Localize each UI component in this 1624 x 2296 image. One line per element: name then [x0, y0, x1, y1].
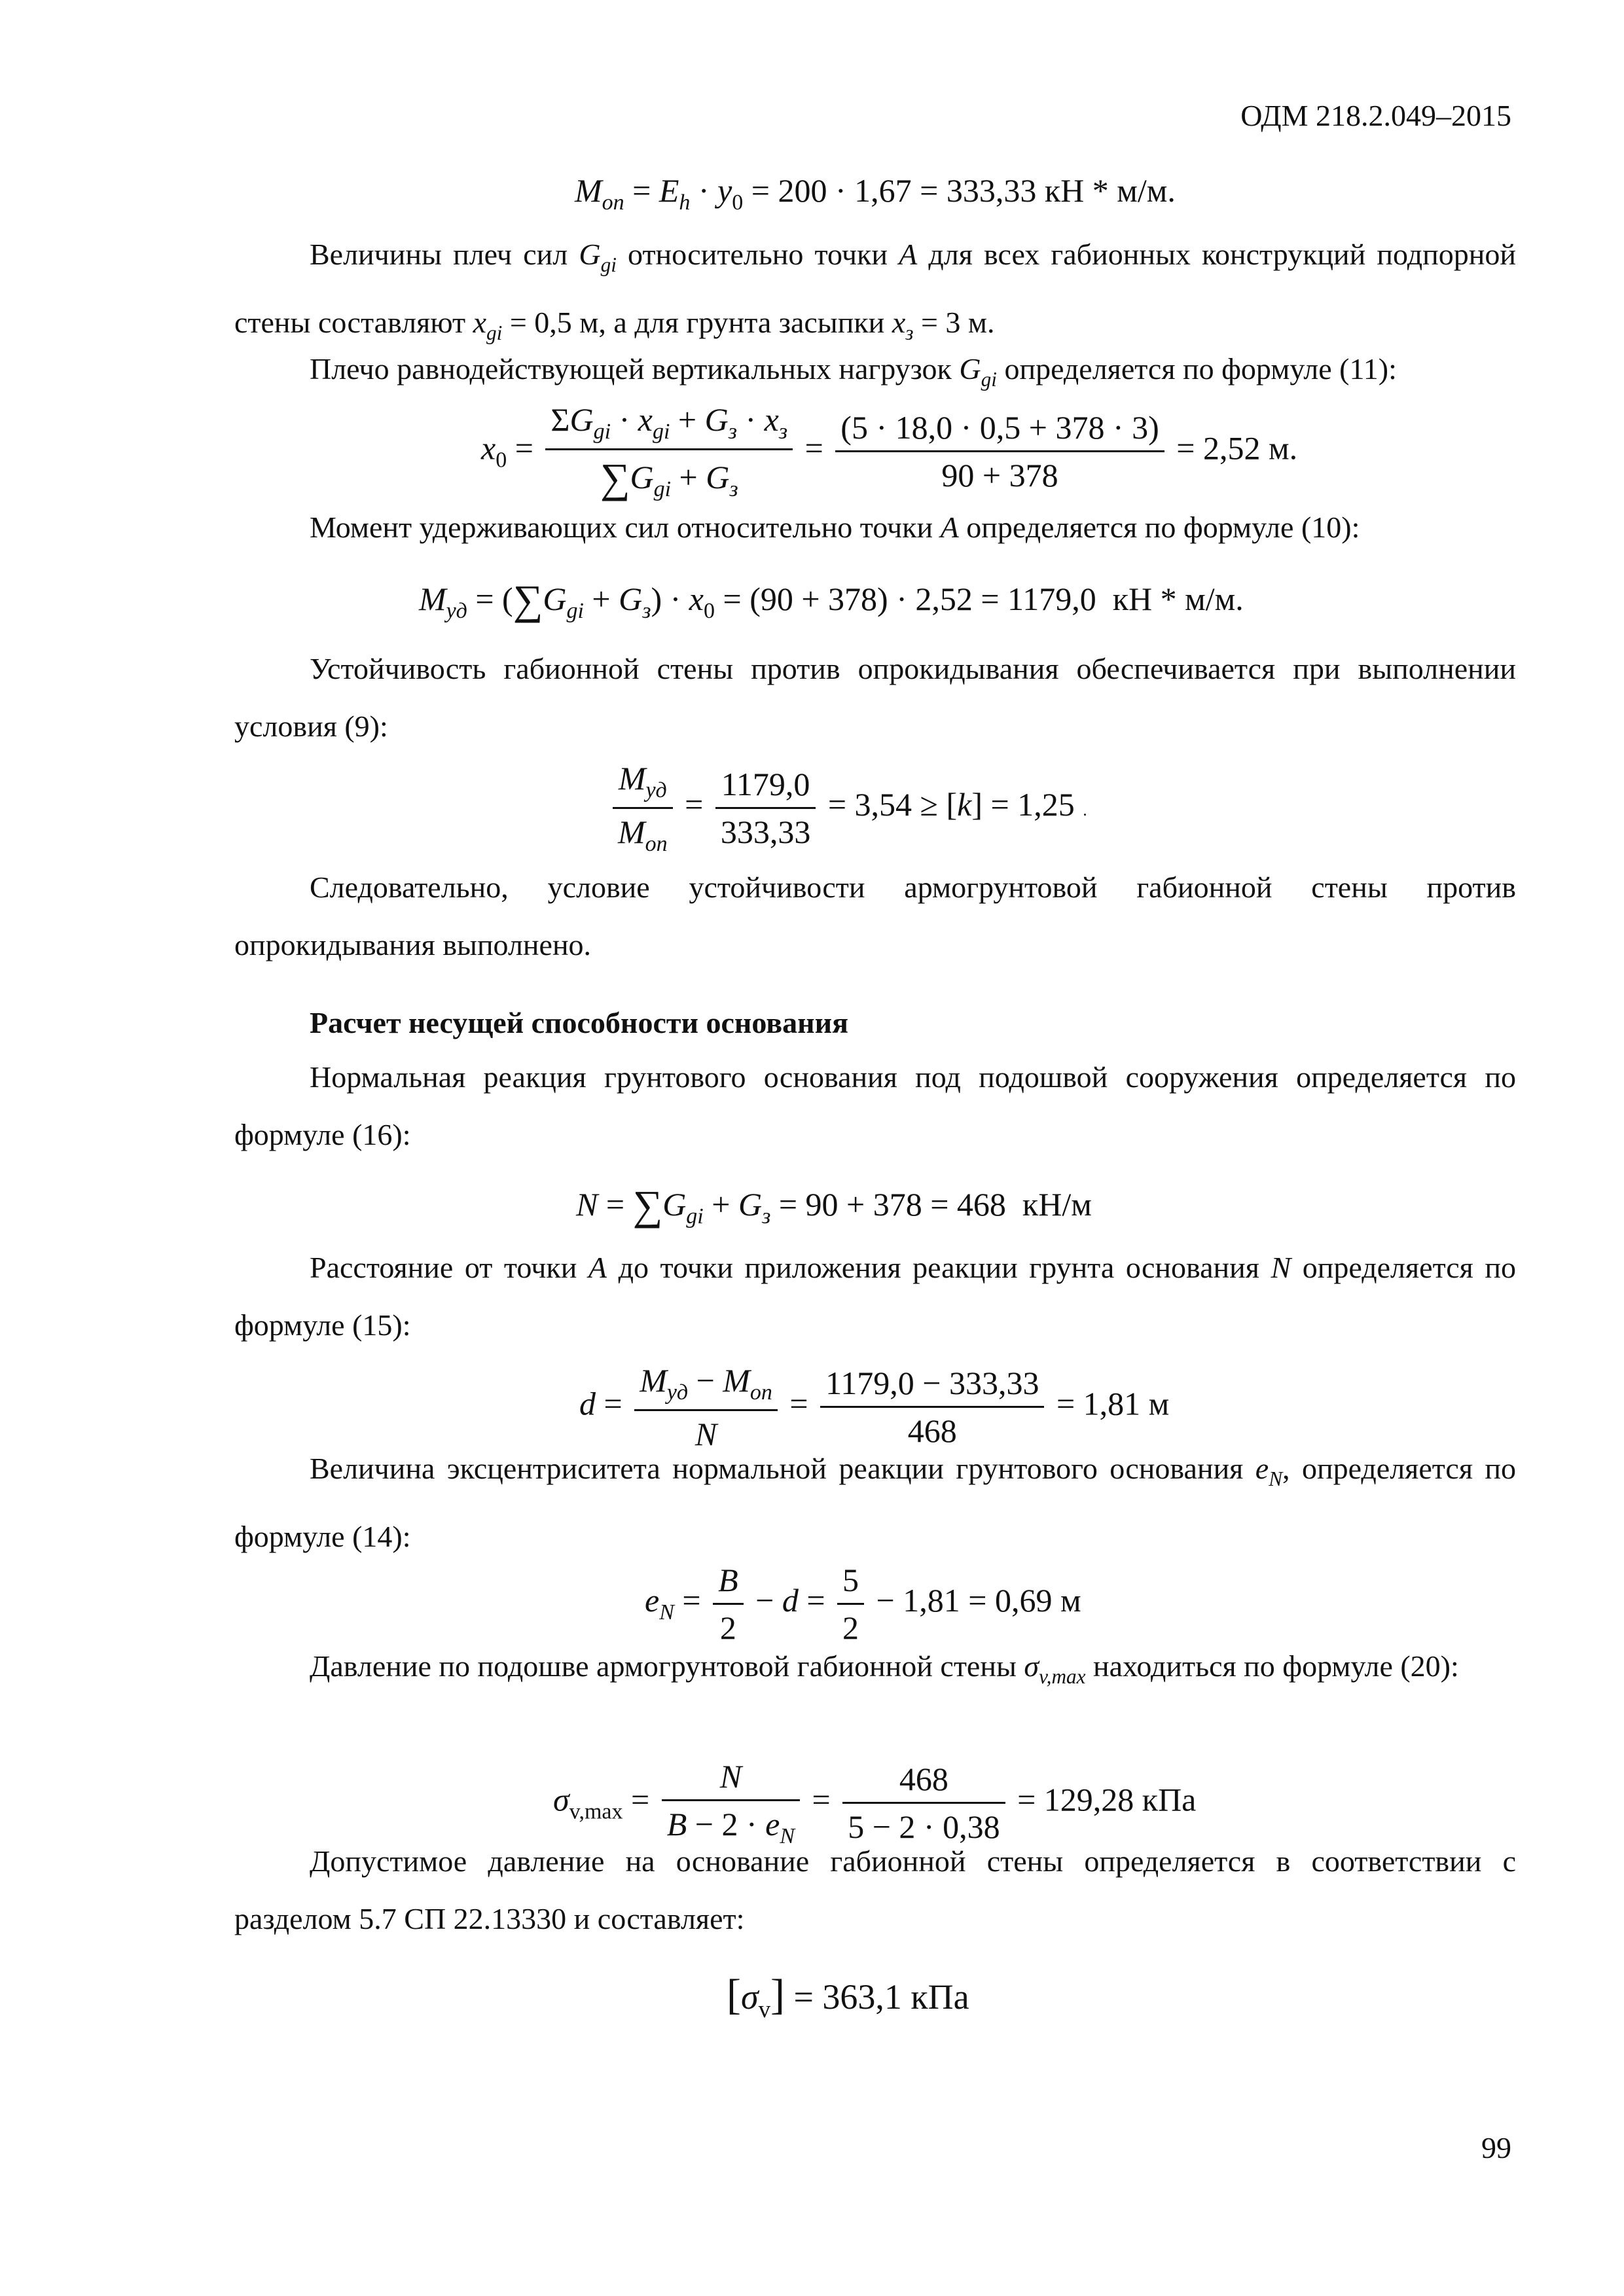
page-number: 99 — [1481, 2131, 1511, 2164]
fraction-symbolic: $\frac{\Sigma G_{gi} \cdot x_{gi} + G_з \cdot x_з}{\sum G_{gi} + G_з}$ — [545, 401, 793, 503]
paragraph-normal-reaction: Нормальная реакция грунтового основания под подошвой сооружения определяется по формуле (16): — [234, 1060, 1516, 1151]
paragraph-lever-arms: Величины плеч сил $G_{gi}$ относительно точки A для всех габионных конструкций подпорной стены составляют $x_{gi} = 0,5$ м, а для грунта засыпки $x_з = 3$ м. — [234, 238, 1516, 344]
paragraph-allowable-pressure: Допустимое давление на основание габионной стены определяется в соответствии с разделом 5.7 СП 22.13330 и составляет: — [234, 1844, 1516, 1935]
paragraph-distance: Расстояние от точки A до точки приложения реакции грунта основания N определяется по формуле (15): — [234, 1251, 1517, 1342]
paragraph-holding-moment: Момент удерживающих сил относительно точки A определяется по формуле (10): — [310, 511, 1360, 544]
paragraph-conclusion: Следовательно, условие устойчивости армогрунтовой габионной стены против опрокидывания выполнено. — [234, 870, 1516, 961]
paragraph-stability-condition: Устойчивость габионной стены против опрокидывания обеспечивается при выполнении условия (9): — [234, 652, 1516, 743]
document-page: ОДМ 218.2.049–2015 $M_{оп} = E_h \cdot y_0 = 200 \cdot 1,67 = 333,33$ кН * м/м. Величины плеч сил $G_{gi}$ относительно точки A для всех габионных конструкций подпорной стены составляют $x_{gi} = 0,5$ м, а для грунта засыпки $x_з = 3$ м. Плечо равнодействующей вертикальных нагрузок $G_{gi}$ определяется по формуле (11): $x_0$ = $\frac{\Sigma G_{gi} \cdot x_{gi} + G_з \cdot x_з}{\sum G_{gi} + G_з}$ = $\frac{(5 \cdot 18,0 \cdot 0,5 + 378 \cdot 3)}{90 + 378}$ = 2,52 м. Момент удерживающих сил относительно точки A определяется по формуле (10): $M_{уд} = (\sum G_{gi} + G_з) \cdot x_0 = (90 + 378) \cdot 2,52 = 1179,0$ кН * м/м. Устойчивость габионной стены против опрокидывания обеспечивается при выполнении условия (9): $\frac{M_{уд}}{M_{оп}}$ = $\frac{1179,0}{333,33}$ = 3,54 ≥ [k] = 1,25 . Следовательно, условие устойчивости армогрунтовой габионной стены против опрокидывания выполнено. Расчет несущей способности основания Нормальная реакция грунтового основания под подошвой сооружения определяется по формуле (16): $N = \sum G_{gi} + G_з = 90 + 378 = 468$ кН/м Расстояние от точки A до точки приложения реакции грунта основания N определяется по формуле (15): d = $\frac{M_{уд} - M_{оп}}{N}$ = $\frac{1179,0 - 333,33}{468}$ = 1,81 м Величина эксцентриситета нормальной реакции грунтового основания $e_N$, определяется по формуле (14): $e_N$ = $\frac{B}{2}$ − d = $\frac{5}{2}$ − 1,81 = 0,69 м Давление по подошве армогрунтовой габионной стены $\sigma_{v,max}$ находиться по формуле (20): $\sigma_{v,max}$ = $\frac{N}{B - 2 \cdot e_N}$ = $\frac{468}{5 - 2 \cdot 0,38}$ = 129,28 кПа Допустимое давление на основание габионной стены определяется в соответствии с разделом 5.7 СП 22.13330 и составляет: $[\sigma_v] = 363,1$ кПа 99 — [234, 99, 1517, 2164]
fraction-numeric: $\frac{(5 \cdot 18,0 \cdot 0,5 + 378 \cdot 3)}{90 + 378}$ — [835, 408, 1164, 494]
document-code: ОДМ 218.2.049–2015 — [1240, 99, 1511, 132]
paragraph-eccentricity: Величина эксцентриситета нормальной реакции грунтового основания $e_N$, определяется по формуле (14): — [234, 1452, 1517, 1553]
paragraph-base-pressure: Давление по подошве армогрунтовой габионной стены $\sigma_{v,max}$ находиться по формуле (20): — [310, 1649, 1459, 1688]
paragraph-resultant-arm: Плечо равнодействующей вертикальных нагрузок $G_{gi}$ определяется по формуле (11): — [310, 352, 1397, 391]
section-heading: Расчет несущей способности основания — [310, 1006, 848, 1039]
